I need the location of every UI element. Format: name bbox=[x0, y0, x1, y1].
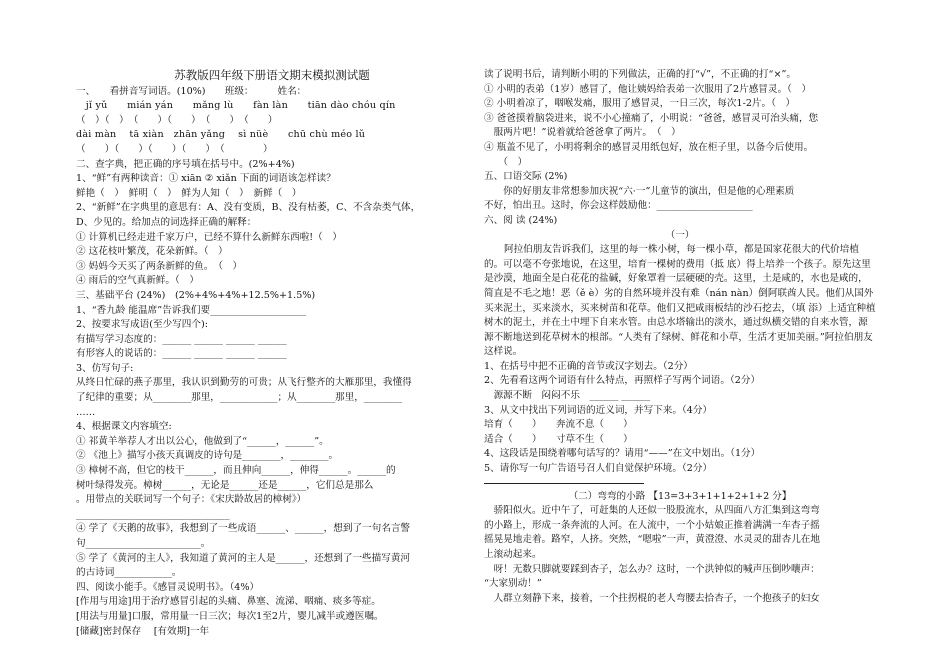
question-line: 4、这段话是围绕着哪句话写的？请用“——”在文中划出。（1分） bbox=[484, 448, 761, 460]
question-line: 从终日忙碌的燕子那里，我认识到勤劳的可贵；从飞行整齐的大雁那里，我懂得 bbox=[76, 377, 412, 389]
question-line: 5、请你写一句广告语号召人们自觉保护环境。（2分） bbox=[484, 463, 713, 475]
section-5-header: 五、口语交际 (2%) bbox=[484, 171, 568, 183]
instructions-line: [用法与用量]口服，常用量一日三次；每次1至2片，婴儿减半或遵医嘱。 bbox=[76, 610, 384, 622]
answer-brackets-row-2: （ ）（ ）（ ）（ ） （ ） bbox=[76, 143, 273, 155]
question-line: 你的好朋友非常想参加庆祝“六·一”儿童节的演出，但是他的心理素质 bbox=[484, 185, 795, 197]
question-line: 服两片吧！”说着就给爸爸拿了两片。 （ ） bbox=[484, 127, 681, 139]
section-3-header: 三、基础平台 (24%) (2%+4%+4%+12.5%+1.5%) bbox=[76, 289, 316, 301]
question-line: 1、在括号中把不正确的音节或汉字划去。（2分） bbox=[484, 360, 693, 372]
question-line: 有形容人的说话的：______ ______ ______ ______ bbox=[76, 348, 287, 360]
question-line: 2、先看看这两个词语有什么特点，再照样子写两个词语。（2分） bbox=[484, 375, 761, 387]
question-line: 3、仿写句子: bbox=[76, 362, 134, 374]
question-line: D、少见的。给加点的词选择正确的解释： bbox=[76, 216, 257, 228]
question-line: 培育（ ） 奔流不息（ ） bbox=[484, 419, 633, 431]
answer-brackets-row-1: （ ）（ ） （ ）（ ） （ ） （ ） bbox=[76, 114, 278, 126]
question-line: 3、从文中找出下列词语的近义词，并写下来。（4分） bbox=[484, 404, 713, 416]
question-line: 1、“鲜”有两种读音：① xiān ② xiǎn 下面的词语该怎样读？ bbox=[76, 173, 336, 185]
passage-2-line: “大家别动！” bbox=[484, 578, 542, 590]
question-line: 有描写学习态度的：______ ______ ______ ______ bbox=[76, 333, 287, 345]
left-column bbox=[76, 68, 468, 639]
question-line: ① 计算机已经走进千家万户，已经不算什么新鲜东西啦!（ ） bbox=[76, 231, 342, 243]
question-line: ② 小明着凉了，咽喉发痛，服用了感冒灵，一日三次，每次1-2片。（ ） bbox=[484, 98, 796, 110]
question-line: ③ 妈妈今天买了两条新鲜的鱼。 （ ） bbox=[76, 260, 243, 272]
question-line: 源源不断 闷闷不乐 ______ ______ bbox=[484, 390, 651, 402]
right-column bbox=[484, 68, 876, 606]
question-line: ④ 学了《天鹅的故事》，我想到了一些成语______、______，想到了一句名言警 bbox=[76, 523, 411, 535]
question-line: 2、“新鲜”在字典里的意思有：A、没有变质，B、没有枯萎，C、不含杂类气体， bbox=[76, 202, 421, 214]
section-1-header: 一、 看拼音写词语。(10%) 班级： 姓名： bbox=[76, 85, 307, 97]
passage-2-line: 人群立刻静下来，接着，一个拄拐棍的老人弯腰去拾杏子，一个抱孩子的妇女 bbox=[484, 592, 820, 604]
pinyin-row-2: dài màn tā xiàn zhān yǎng sì nüè chū chù méo lǔ bbox=[76, 129, 366, 141]
question-line: …… bbox=[76, 406, 96, 418]
question-line: 不好，怕出丑。这时，你会这样鼓励他：____________________ bbox=[484, 200, 753, 212]
question-line: ⑤ 学了《黄河的主人》，我知道了黄河的主人是______，还想到了一些描写黄河 bbox=[76, 552, 411, 564]
passage-2-line: 上滚动起来。 bbox=[484, 549, 542, 560]
question-line: ② 《池上》描写小孩天真调皮的诗句是________，________。 bbox=[76, 450, 339, 462]
question-line: ③ 爸爸摸着脑袋进来，说不小心撞痛了，小明说：“爸爸，感冒灵可治头痛，您 bbox=[484, 112, 819, 124]
instructions-line: [作用与用途]用于治疗感冒引起的头痛、鼻塞、流涕、咽痛、痰多等症。 bbox=[76, 596, 381, 608]
instructions-line: [储藏]密封保存 [有效期]一年 bbox=[76, 625, 210, 637]
answer-rule bbox=[484, 477, 644, 484]
question-line: ④ 瓶盖不见了，小明将剩余的感冒灵用纸包好，放在柜子里，以备今后使用。 bbox=[484, 141, 814, 153]
pinyin-row-1: jǐ yǔ mián yán mǎng lù fàn làn tiān dào chóu qín bbox=[76, 100, 396, 112]
section-6-header: 六、阅 读 (24%) bbox=[484, 214, 558, 226]
section-2-header: 二、查字典，把正确的序号填在括号中。(2%+4%) bbox=[76, 158, 295, 170]
question-line: 树叶绿得发亮。樟树______，无论是______还是______，它们总是那么 bbox=[76, 479, 374, 491]
question-line: ④ 雨后的空气真新鲜。（ ） bbox=[76, 275, 199, 287]
question-line: 适合（ ） 寸草不生（ ） bbox=[484, 433, 633, 445]
question-line: ② 这花枝叶繁茂，花朵新鲜。（ ） bbox=[76, 246, 228, 258]
question-line: ③ 樟树不高，但它的枝干______，而且伸向______，伸得______。______的 bbox=[76, 465, 396, 477]
passage-2-line: 的小路上，形成一条奔流的人河。在人流中，一个小姑娘正推着满满一车杏子摇 bbox=[484, 519, 820, 531]
question-line: ① 祁黄羊举荐人才出以公心，他做到了“______，______”。 bbox=[76, 435, 329, 447]
question-line: 2、按要求写成语(至少写四个): bbox=[76, 319, 208, 331]
answer-line: ________________________________ bbox=[76, 508, 230, 520]
question-line: 4、根据课文内容填空: bbox=[76, 421, 172, 433]
question-line: ① 小明的表弟（1岁）感冒了，他让姨妈给表弟一次服用了2片感冒灵。（ ） bbox=[484, 83, 812, 95]
passage-1-title: （一） bbox=[665, 229, 695, 241]
passage-2-line: 骄阳似火。近中午了，可赶集的人还似一股股流水，从四面八方汇集到这弯弯 bbox=[484, 505, 820, 517]
passage-2-line: 摇晃晃地走着。路窄，人挤。突然，“嗯啦”一声，黄澄澄、水灵灵的甜杏儿在地 bbox=[484, 534, 820, 546]
question-line: 1、“香九龄 能温席”告诉我们要____________________ bbox=[76, 304, 307, 316]
question-line: 句________________________。 bbox=[76, 538, 211, 549]
question-line: 了纪律的重要；从________那里，____________；从________那里，________ bbox=[76, 392, 403, 404]
passage-1-text: 阿拉伯朋友告诉我们，这里的每一株小树，每一棵小草，都是国家花很大的代价培植的。可以毫不夸张地说，在这里，培育一棵树的费用（抵 底）得上培养一个孩子。原先这里是沙漠，地面全是白花花的盐碱，好象罩着一层硬硬的壳。这里，土是咸的，水也是咸的，简直是不毛之地！恶（ě è）劣的自然环境并没有难（nán nàn）倒阿联酋人民。他们从国外买来泥土，买来淡水，买来树苗和花草。他们又把咸雨板结的沙石挖去，（填 添）上适宜种植树木的泥土，并在土中埋下自来水管。由总水塔输出的淡水，通过纵横交错的自来水管，源源不断地送到花草树木的根部。“人类有了绿树、鲜花和小草，生活才更加美丽。”阿拉伯朋友这样说。 bbox=[484, 244, 876, 358]
question-line: 的古诗词____________。 bbox=[76, 567, 182, 579]
question-line: （ ） bbox=[484, 156, 528, 168]
question-line: 鲜艳（ ） 鲜明（ ） 鲜为人知（ ） 新鲜（ ） bbox=[76, 187, 302, 199]
page-title: 苏教版四年级下册语文期末模拟测试题 bbox=[174, 68, 370, 82]
passage-2-line: 呀！无数只脚就要踩到杏子，怎么办？这时，一个洪钟似的喊声压倒吵嚷声： bbox=[484, 563, 820, 575]
question-line: 。用带点的关联词写一个句子：《宋庆龄故居的樟树》） bbox=[76, 494, 307, 506]
question-line: 读了说明书后，请判断小明的下列做法，正确的打“√”，不正确的打“×”。 bbox=[484, 69, 796, 80]
passage-2-title: （二）弯弯的小路 【13=3+3+1+1+2+1+2 分】 bbox=[568, 490, 792, 502]
section-4-header: 四、阅读小能手。《感冒灵说明书》。（4%） bbox=[76, 581, 260, 593]
